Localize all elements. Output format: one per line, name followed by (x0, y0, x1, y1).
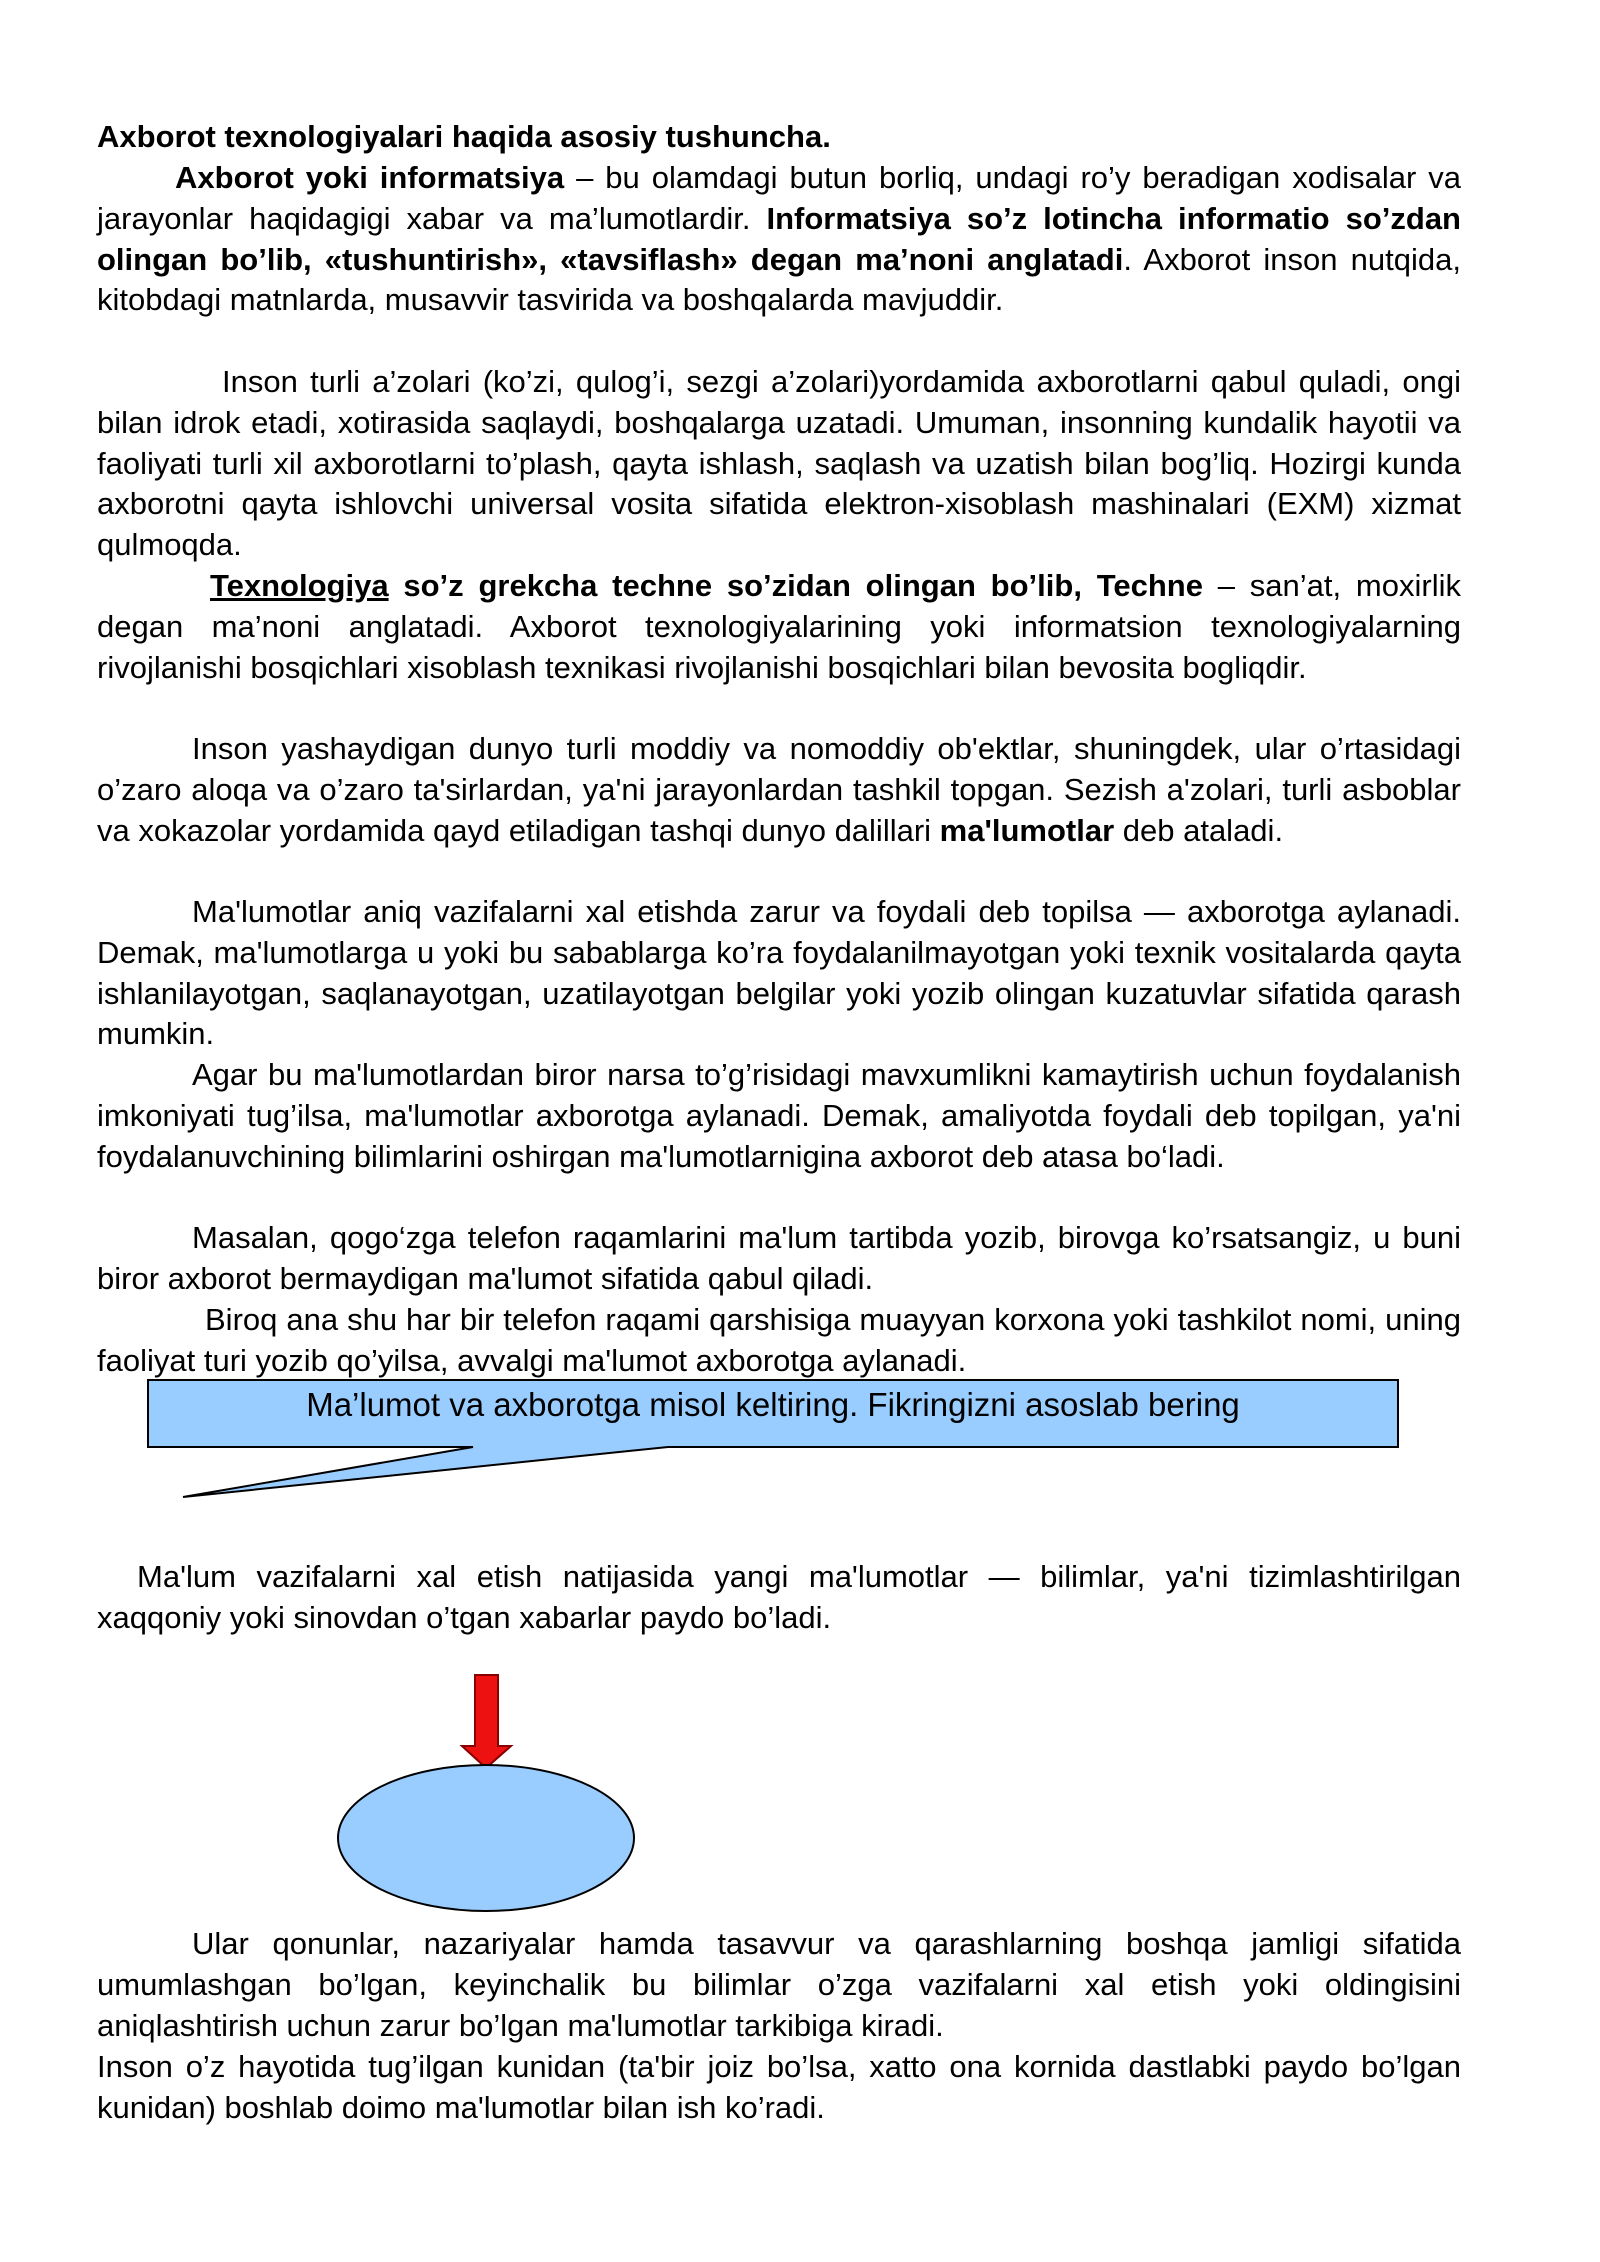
empty-oval (338, 1765, 634, 1911)
paragraph-example: Masalan, qogo‘zga telefon raqamlarini ma'lum tartibda yozib, birovga ko’rsatsangiz, u buni biror axborot bermaydigan ma'lumot sifatida qabul qiladi. (97, 1220, 1461, 1296)
callout-prompt: Ma’lumot va axborotga misol keltiring. Fikringizni asoslab bering (306, 1386, 1240, 1423)
paragraph-knowledge: Ma'lum vazifalarni xal etish natijasida yangi ma'lumotlar — bilimlar, ya'ni tizimlashtirilgan xaqqoniy yoki sinovdan o’tgan xabarlar paydo bo’ladi. (97, 1559, 1461, 1635)
paragraph-technology: Texnologiya so’z grekcha techne so’zidan olingan bo’lib, Techne – san’at, moxirlik degan ma’noni anglatadi. Axborot texnologiyalarining yoki informatsion texnologiyalarning rivojlanishi bosqichlari xisoblash texnikasi rivojlanishi bosqichlari bilan bevosita bogliqdir. (97, 568, 1461, 685)
page-title: Axborot texnologiyalari haqida asosiy tushuncha. (97, 119, 831, 154)
paragraph-data-to-info: Ma'lumotlar aniq vazifalarni xal etishda zarur va foydali deb topilsa — axborotga aylanadi. Demak, ma'lumotlarga u yoki bu sabablarga ko’ra foydalanilmayotgan yoki texnik vositalarda qayta ishlanilayotgan, saqlanayotgan, uzatilayotgan belgilar yoki yozib olingan kuzatuvlar sifatida qarash mumkin. (97, 894, 1461, 1052)
paragraph-definition: Axborot yoki informatsiya – bu olamdagi butun borliq, undagi ro’y beradigan xodisalar va jarayonlar haqidagigi xabar va ma’lumotlardir. Informatsiya so’z lotincha informatio so’zdan olingan bo’lib, «tushuntirish», «tavsiflash» degan ma’noni anglatadi. Axborot inson nutqida, kitobdagi matnlarda, musavvir tasvirida va boshqalarda mavjuddir. (97, 160, 1461, 318)
paragraph-uncertainty: Agar bu ma'lumotlardan biror narsa to’g’risidagi mavxumlikni kamaytirish uchun foydalanish imkoniyati tug’ilsa, ma'lumotlar axborotga aylanadi. Demak, amaliyotda foydali deb topilgan, ya'ni foydalanuvchining bilimlarini oshirgan ma'lumotlarnigina axborot deb atasa bo‘ladi. (97, 1057, 1461, 1174)
paragraph-world: Inson yashaydigan dunyo turli moddiy va nomoddiy ob'ektlar, shuningdek, ular o’rtasidagi o’zaro aloqa va o’zaro ta'sirlardan, ya'ni jarayonlardan tashkil topgan. Sezish a'zolari, turli asboblar va xokazolar yordamida qayd etiladigan tashqi dunyo dalillari ma'lumotlar deb ataladi. (97, 731, 1461, 848)
paragraph-laws: Ular qonunlar, nazariyalar hamda tasavvur va qarashlarning boshqa jamligi sifatida umumlashgan bo’lgan, keyinchalik bu bilimlar o’zga vazifalarni xal etish yoki oldingisini aniqlashtirish uchun zarur bo’lgan ma'lumotlar tarkibiga kiradi. (97, 1926, 1461, 2043)
paragraph-phone: Biroq ana shu har bir telefon raqami qarshisiga muayyan korxona yoki tashkilot nomi, uning faoliyat turi yozib qo’yilsa, avvalgi ma'lumot axborotga aylanadi. (97, 1302, 1461, 1378)
down-arrow-icon (462, 1675, 511, 1768)
paragraph-perception: Inson turli a’zolari (ko’zi, qulog’i, sezgi a’zolari)yordamida axborotlarni qabul quladi, ongi bilan idrok etadi, xotirasida saqlaydi, boshqalarga uzatadi. Umuman, insonning kundalik hayotii va faoliyati turli xil axborotlarni to’plash, qayta ishlash, saqlash va uzatish bilan bog’liq. Hozirgi kunda axborotni qayta ishlovchi universal vosita sifatida elektron-xisoblash mashinalari (EXM) xizmat qulmoqda. (97, 364, 1461, 563)
paragraph-lifetime: Inson o’z hayotida tug’ilgan kunidan (ta'bir joiz bo’lsa, xatto ona kornida dastlabki paydo bo’lgan kunidan) boshlab doimo ma'lumotlar bilan ish ko’radi. (97, 2049, 1461, 2125)
